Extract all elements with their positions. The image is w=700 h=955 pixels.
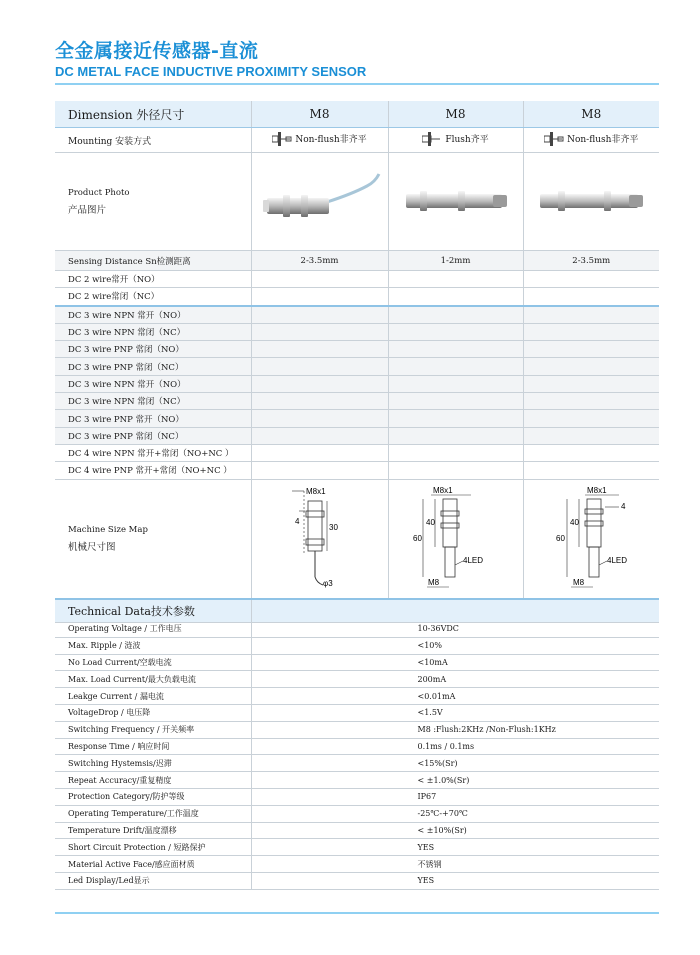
photo-label-cn: 产品图片 (68, 204, 107, 216)
flush-mount-icon (422, 132, 442, 146)
tech-param-label: Led Display/Led显示 (55, 872, 251, 889)
map-label-cn: 机械尺寸图 (68, 541, 116, 553)
wiring-row (55, 444, 659, 461)
tech-param-value: <10% (251, 637, 659, 654)
title-en: DC METAL FACE INDUCTIVE PROXIMITY SENSOR (55, 64, 367, 79)
tech-param-value: <0.01mA (251, 688, 659, 705)
wiring-row (55, 393, 659, 410)
non-flush-mount-icon (544, 132, 564, 146)
tech-param-value: <10mA (251, 654, 659, 671)
wiring-row (55, 358, 659, 375)
wiring-row (55, 271, 659, 288)
tech-param-value: <15%(Sr) (251, 755, 659, 772)
tech-param-value: 0.1ms / 0.1ms (251, 738, 659, 755)
tech-row (55, 755, 659, 772)
wiring-label: DC 3 wire NPN 常闭（NC） (55, 323, 251, 340)
length-label: 40 (569, 518, 579, 528)
tech-row (55, 654, 659, 671)
size-map-row (55, 479, 659, 599)
tech-param-value: < ±10%(Sr) (251, 822, 659, 839)
tech-param-label: Temperature Drift/温度漂移 (55, 822, 251, 839)
tech-row (55, 621, 659, 637)
tech-param-label: Operating Temperature/工作温度 (55, 805, 251, 822)
led-label: 4LED (606, 556, 627, 566)
tech-param-label: Material Active Face/感应面材质 (55, 856, 251, 873)
top-divider (55, 83, 659, 85)
tech-param-label: VoltageDrop / 电压降 (55, 704, 251, 721)
tech-param-label: Max. Load Current/最大负载电流 (55, 671, 251, 688)
col-header: M8 (523, 101, 659, 128)
sensing-value: 2-3.5mm (523, 251, 659, 271)
wiring-row (55, 427, 659, 444)
map-label-en: Machine Size Map (68, 524, 148, 535)
sensor-photo (534, 182, 649, 222)
length-label: 60 (555, 534, 565, 544)
tech-row (55, 688, 659, 705)
tech-row (55, 704, 659, 721)
tech-row (55, 822, 659, 839)
tech-header-row (55, 599, 659, 623)
tech-param-value: < ±1.0%(Sr) (251, 772, 659, 789)
wiring-row (55, 323, 659, 340)
thread-bottom-label: M8 (428, 578, 440, 588)
tech-row (55, 872, 659, 889)
dimension-label: Dimension 外径尺寸 (55, 101, 251, 128)
tech-table (55, 621, 659, 890)
tech-param-value: IP67 (251, 788, 659, 805)
dimension-row (55, 101, 659, 128)
nut-label: 4 (295, 517, 300, 527)
non-flush-mount-icon (272, 132, 292, 146)
tech-param-label: Switching Frequency / 开关频率 (55, 721, 251, 738)
photo-row (55, 153, 659, 251)
tech-param-label: Short Circuit Protection / 短路保护 (55, 839, 251, 856)
sensing-value: 2-3.5mm (251, 251, 388, 271)
col-header: M8 (388, 101, 523, 128)
dimension-drawing (393, 481, 518, 593)
wiring-label: DC 3 wire PNP 常闭（NO） (55, 341, 251, 358)
mounting-label: Mounting 安装方式 (55, 128, 251, 153)
wiring-label: DC 3 wire NPN 常闭（NC） (55, 393, 251, 410)
tech-param-value: 10-36VDC (251, 621, 659, 637)
wiring-label: DC 4 wire PNP 常开+常闭（NO+NC ） (55, 462, 251, 479)
mounting-cell (422, 132, 488, 146)
tech-row (55, 637, 659, 654)
tech-param-value: -25℃-+70℃ (251, 805, 659, 822)
mounting-value: Non-flush非齐平 (567, 135, 639, 145)
wiring-label: DC 3 wire PNP 常闭（NC） (55, 358, 251, 375)
tech-param-label: Protection Category/防护等级 (55, 788, 251, 805)
thread-bottom-label: M8 (572, 578, 584, 588)
wiring-label: DC 2 wire常开（NO） (55, 271, 251, 288)
nut-label: 4 (620, 502, 626, 512)
tech-param-label: Switching Hystemsis/迟滞 (55, 755, 251, 772)
length-label: 40 (426, 518, 435, 528)
wiring-row (55, 341, 659, 358)
tech-row (55, 671, 659, 688)
wiring-label: DC 3 wire PNP 常闭（NC） (55, 427, 251, 444)
length-label: 30 (329, 523, 338, 533)
tech-row (55, 839, 659, 856)
tech-param-label: No Load Current/空载电流 (55, 654, 251, 671)
mounting-value: Non-flush非齐平 (295, 135, 367, 145)
thread-label: M8x1 (433, 486, 453, 496)
photo-label-en: Product Photo (68, 187, 130, 198)
title-cn: 全金属接近传感器-直流 (55, 40, 259, 62)
wiring-label: DC 3 wire NPN 常开（NO） (55, 375, 251, 392)
length-label: 60 (413, 534, 422, 544)
sensor-photo (398, 182, 513, 222)
tech-param-value: <1.5V (251, 704, 659, 721)
tech-label: Technical Data技术参数 (55, 599, 251, 623)
tech-param-label: Leakge Current / 漏电流 (55, 688, 251, 705)
tech-param-label: Repeat Accuracy/重复精度 (55, 772, 251, 789)
sensor-photo (257, 172, 382, 232)
tech-param-value: YES (251, 839, 659, 856)
tech-param-value: M8 :Flush:2KHz /Non-Flush:1KHz (251, 721, 659, 738)
mounting-cell (544, 132, 638, 146)
mounting-value: Flush齐平 (445, 135, 489, 145)
wiring-row (55, 288, 659, 306)
spec-table (55, 101, 659, 623)
wiring-label: DC 4 wire NPN 常开+常闭（NO+NC ） (55, 444, 251, 461)
bottom-divider (55, 912, 659, 914)
mounting-cell (272, 132, 366, 146)
sensing-label: Sensing Distance Sn检测距离 (55, 251, 251, 271)
thread-label: M8x1 (586, 486, 607, 496)
wiring-row (55, 306, 659, 324)
mounting-row (55, 128, 659, 153)
tech-param-label: Operating Voltage / 工作电压 (55, 621, 251, 637)
tech-row (55, 856, 659, 873)
dimension-drawing (257, 481, 382, 593)
dimension-drawing (529, 481, 654, 593)
sensing-value: 1-2mm (388, 251, 523, 271)
wiring-row (55, 462, 659, 479)
led-label: 4LED (463, 556, 484, 566)
page-header (55, 36, 366, 79)
diameter-label: φ3 (323, 579, 333, 589)
tech-param-value: 不锈钢 (251, 856, 659, 873)
sensing-row (55, 251, 659, 271)
tech-row (55, 788, 659, 805)
thread-label: M8x1 (306, 487, 326, 497)
tech-row (55, 721, 659, 738)
tech-param-label: Max. Ripple / 涟波 (55, 637, 251, 654)
tech-row (55, 738, 659, 755)
wiring-label: DC 3 wire NPN 常开（NO） (55, 306, 251, 324)
tech-param-value: YES (251, 872, 659, 889)
tech-row (55, 772, 659, 789)
col-header: M8 (251, 101, 388, 128)
wiring-row (55, 410, 659, 427)
wiring-row (55, 375, 659, 392)
wiring-label: DC 2 wire常闭（NC） (55, 288, 251, 306)
tech-row (55, 805, 659, 822)
wiring-label: DC 3 wire PNP 常开（NO） (55, 410, 251, 427)
tech-param-value: 200mA (251, 671, 659, 688)
tech-param-label: Response Time / 响应时间 (55, 738, 251, 755)
